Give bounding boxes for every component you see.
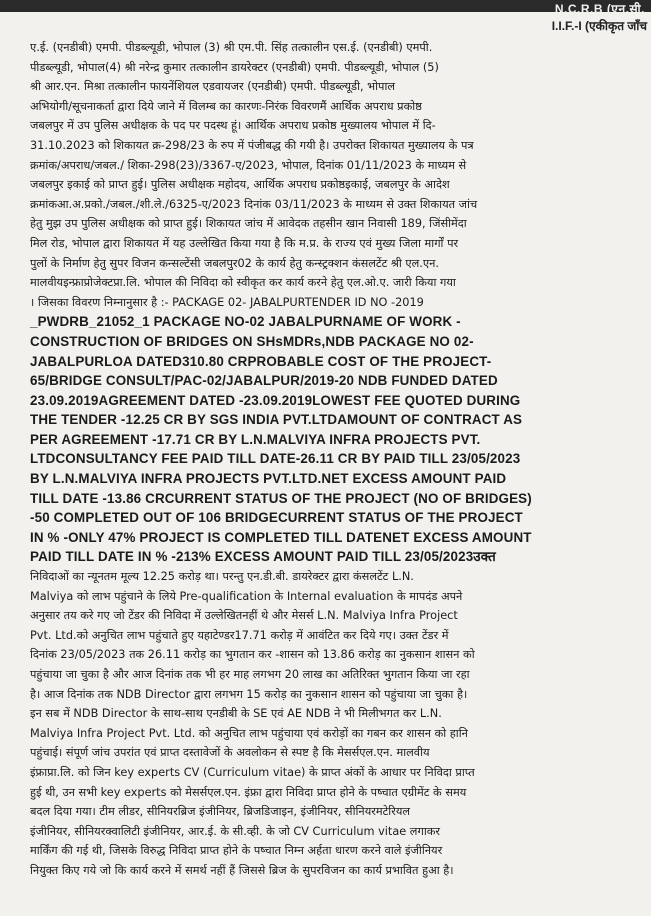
document-line: LTDCONSULTANCY FEE PAID TILL DATE-26.11 CR BY PAID TILL 23/05/2023 [30, 451, 521, 467]
document-line: PER AGREEMENT -17.71 CR BY L.N.MALVIYA INFRA PROJECTS PVT. [30, 431, 481, 447]
document-line: अनुसार तय करे गए जो टेंडर की निविदा में उल्लेखितनहीं थे और मेसर्स L.N. Malviya Infra Project [30, 609, 458, 623]
document-line: क्रमांक/अपराध/जबल./ शिका-298(23)/3367-ए/2023, भोपाल, दिनांक 01/11/2023 के माध्यम से [30, 158, 467, 172]
document-line: हुई थी, उन सभी key experts को मेसर्सएल.एन. इंफ्रा द्वारा निविदा प्राप्त होने के पष्चात एग्रीमेंट के समय [30, 785, 467, 799]
document-line: 31.10.2023 को शिकायत क्र-298/23 के रुप में पंजीबद्ध की गयी है। उपरोक्त शिकायत मुख्यालय के पत्र [30, 138, 474, 152]
document-line: CONSTRUCTION OF BRIDGES ON SHsMDRs,NDB PACKAGE NO 02- [30, 333, 474, 349]
scan-top-band [0, 0, 651, 12]
document-line: है। आज दिनांक तक NDB Director द्वारा लगभग 15 करोड़ का नुकसान शासन को पहुंचाया जा चुका है। [30, 687, 468, 701]
document-line: मालवीयइन्फ्राप्रोजेक्टप्रा.लि. भोपाल की निविदा को स्वीकृत कर कार्य करने हेतु एल.ओ.ए. जारी किया गया [30, 276, 456, 290]
document-line: JABALPURLOA DATED310.80 CRPROBABLE COST OF THE PROJECT- [30, 353, 492, 369]
document-line: Malviya Infra Project Pvt. Ltd. को अनुचित लाभ पहुंचाया एवं करोड़ों का गबन कर शासन को हानि [30, 726, 468, 740]
document-line: मिल रोड, भोपाल द्वारा शिकायत में यह उल्लेखित किया गया है कि म.प्र. के राज्य एवं मुख्य जिला मार्गों पर [30, 236, 459, 250]
document-line: पीडब्ल्यूडी, भोपाल(4) श्री नरेन्द्र कुमार तत्कालीन डायरेक्टर (एनडीबी) एमपी. पीडब्ल्यूडी, भोपाल (5) [30, 60, 439, 74]
document-line: दिनांक 23/05/2023 तक 26.11 करोड़ का भुगतान कर -शासन को 13.86 करोड़ का नुकसान शासन को [30, 648, 475, 662]
document-body [30, 38, 636, 912]
document-line: जबलपुर इकाई को प्राप्त हुई। पुलिस अधीक्षक महोदय, आर्थिक अपराध प्रकोष्ठइकाई, जबलपुर के आदेश [30, 178, 450, 192]
document-line: BY L.N.MALVIYA INFRA PROJECTS PVT.LTD.NET EXCESS AMOUNT PAID [30, 471, 507, 487]
document-line: पुलों के निर्माण हेतु सुपर विजन कन्सल्टेंसी जबलपुर02 के कार्य हेतु कन्स्ट्रक्शन कंसलटेंट श्री एल.एन. [30, 256, 440, 270]
document-line: 23.09.2019AGREEMENT DATED -23.09.2019LOWEST FEE QUOTED DURING [30, 392, 521, 408]
document-line: ए.ई. (एनडीबी) एमपी. पीडब्ल्यूडी, भोपाल (3) श्री एम.पी. सिंह तत्कालीन एस.ई. (एनडीबी) एमपी. [30, 41, 433, 54]
document-line: हेतु मुझ उप पुलिस अधीक्षक को प्राप्त हुई। शिकायत जांच में आवेदक तहसीन खान निवासी 189, जिंसीमेंदा [30, 217, 467, 231]
document-line: THE TENDER -12.25 CR BY SGS INDIA PVT.LTDAMOUNT OF CONTRACT AS [30, 412, 523, 428]
document-line: जबलपुर में उप पुलिस अधीक्षक के पद पर पदस्थ हूं। आर्थिक अपराध प्रकोष्ठ मुख्यालय भोपाल में दि- [30, 119, 436, 133]
document-line: IN % -ONLY 47% PROJECT IS COMPLETED TILL DATENET EXCESS AMOUNT [30, 529, 532, 545]
document-line: श्री आर.एन. मिश्रा तत्कालीन फायनेंशियल एडवायजर (एनडीबी) एमपी. पीडब्ल्यूडी, भोपाल [30, 80, 396, 94]
document-line: TILL DATE -13.86 CRCURRENT STATUS OF THE PROJECT (NO OF BRIDGES) [30, 490, 532, 506]
document-line: इंफ्राप्रा.लि. को जिन key experts CV (Curriculum vitae) के प्राप्त अंकों के आधार पर निविदा प्राप्त [30, 765, 475, 779]
document-line: -50 COMPLETED OUT OF 106 BRIDGECURRENT STATUS OF THE PROJECT [30, 510, 523, 526]
document-line: इंजीनियर, सीनियरक्वालिटी इंजीनियर, आर.ई. के सी.व्ही. के जो CV Curriculum vitae लगाकर [30, 824, 441, 838]
document-line: मार्किंग की गई थी, जिसके विरुद्ध निविदा प्राप्त होने के पष्चात निम्न अर्हता धारण करने वाले इंजीनियर [30, 844, 443, 858]
document-line: पहुंचाया जा चुका है और आज दिनांक तक भी हर माह लगभग 20 लाख का अतिरिक्त भुगतान किया जा रहा [30, 668, 470, 681]
document-line: बदल दिया गया। टीम लीडर, सीनियरब्रिज इंजीनियर, ब्रिजडिजाइन, इंजीनियर, सीनियरमटेरियल [30, 805, 411, 819]
document-line: 65/BRIDGE CONSULT/PAC-02/JABALPUR/2019-20 NDB FUNDED DATED [30, 373, 498, 389]
document-line: अभियोगी/सूचनाकर्ता द्वारा दिये जाने में विलम्ब का कारणः-निरंक विवरणमैं आर्थिक अपराध प्रकोष्ठ [30, 99, 422, 113]
document-line: इन सब में NDB Director के साथ-साथ एनडीबी के SE एवं AE NDB ने भी मिलीभगत कर L.N. [30, 707, 442, 721]
document-line: Pvt. Ltd.को अनुचित लाभ पहुंचाते हुए यहाटेण्डर17.71 करोड़ में आवंटित कर दिये गए। उक्त टेंडर में [30, 628, 449, 642]
document-line: निविदाओं का न्यूनतम मूल्य 12.25 करोड़ था। परन्तु एन.डी.बी. डायरेक्टर द्वारा कंसलटेंट L.N. [30, 570, 414, 584]
header-ncrb: N.C.R.B (एन.सी. [554, 2, 645, 16]
document-line: नियुक्त किए गये जो कि कार्य करने में समर्थ नहीं हैं जिससे ब्रिज के सुपरविजन का कार्य प्रभावित हुआ है। [30, 863, 454, 877]
document-line: _PWDRB_21052_1 PACKAGE NO-02 JABALPURNAME OF WORK - [30, 314, 461, 330]
document-line: Malviya को लाभ पहुंचाने के लिये Pre-qualification के Internal evaluation के मापदंड अपने [30, 589, 463, 603]
document-line: PAID TILL DATE IN % -213% EXCESS AMOUNT PAID TILL 23/05/2023उक्त [30, 549, 496, 565]
header-iif-form: I.I.F.-I (एकीकृत जाँच [551, 19, 647, 33]
document-line: । जिसका विवरण निम्नानुसार है :- PACKAGE 02- JABALPURTENDER ID NO -2019 [30, 295, 424, 309]
document-line: क्रमांकआ.अ.प्रको./जबल./शी.ले./6325-ए/2023 दिनांक 03/11/2023 के माध्यम से उक्त शिकायत जांच [30, 197, 478, 211]
document-line: पहुंचाई। संपूर्ण जांच उपरांत एवं प्राप्त दस्तावेजों के अवलोकन से स्पष्ट है कि मेसर्सएल.एन. मालवीय [30, 746, 430, 760]
